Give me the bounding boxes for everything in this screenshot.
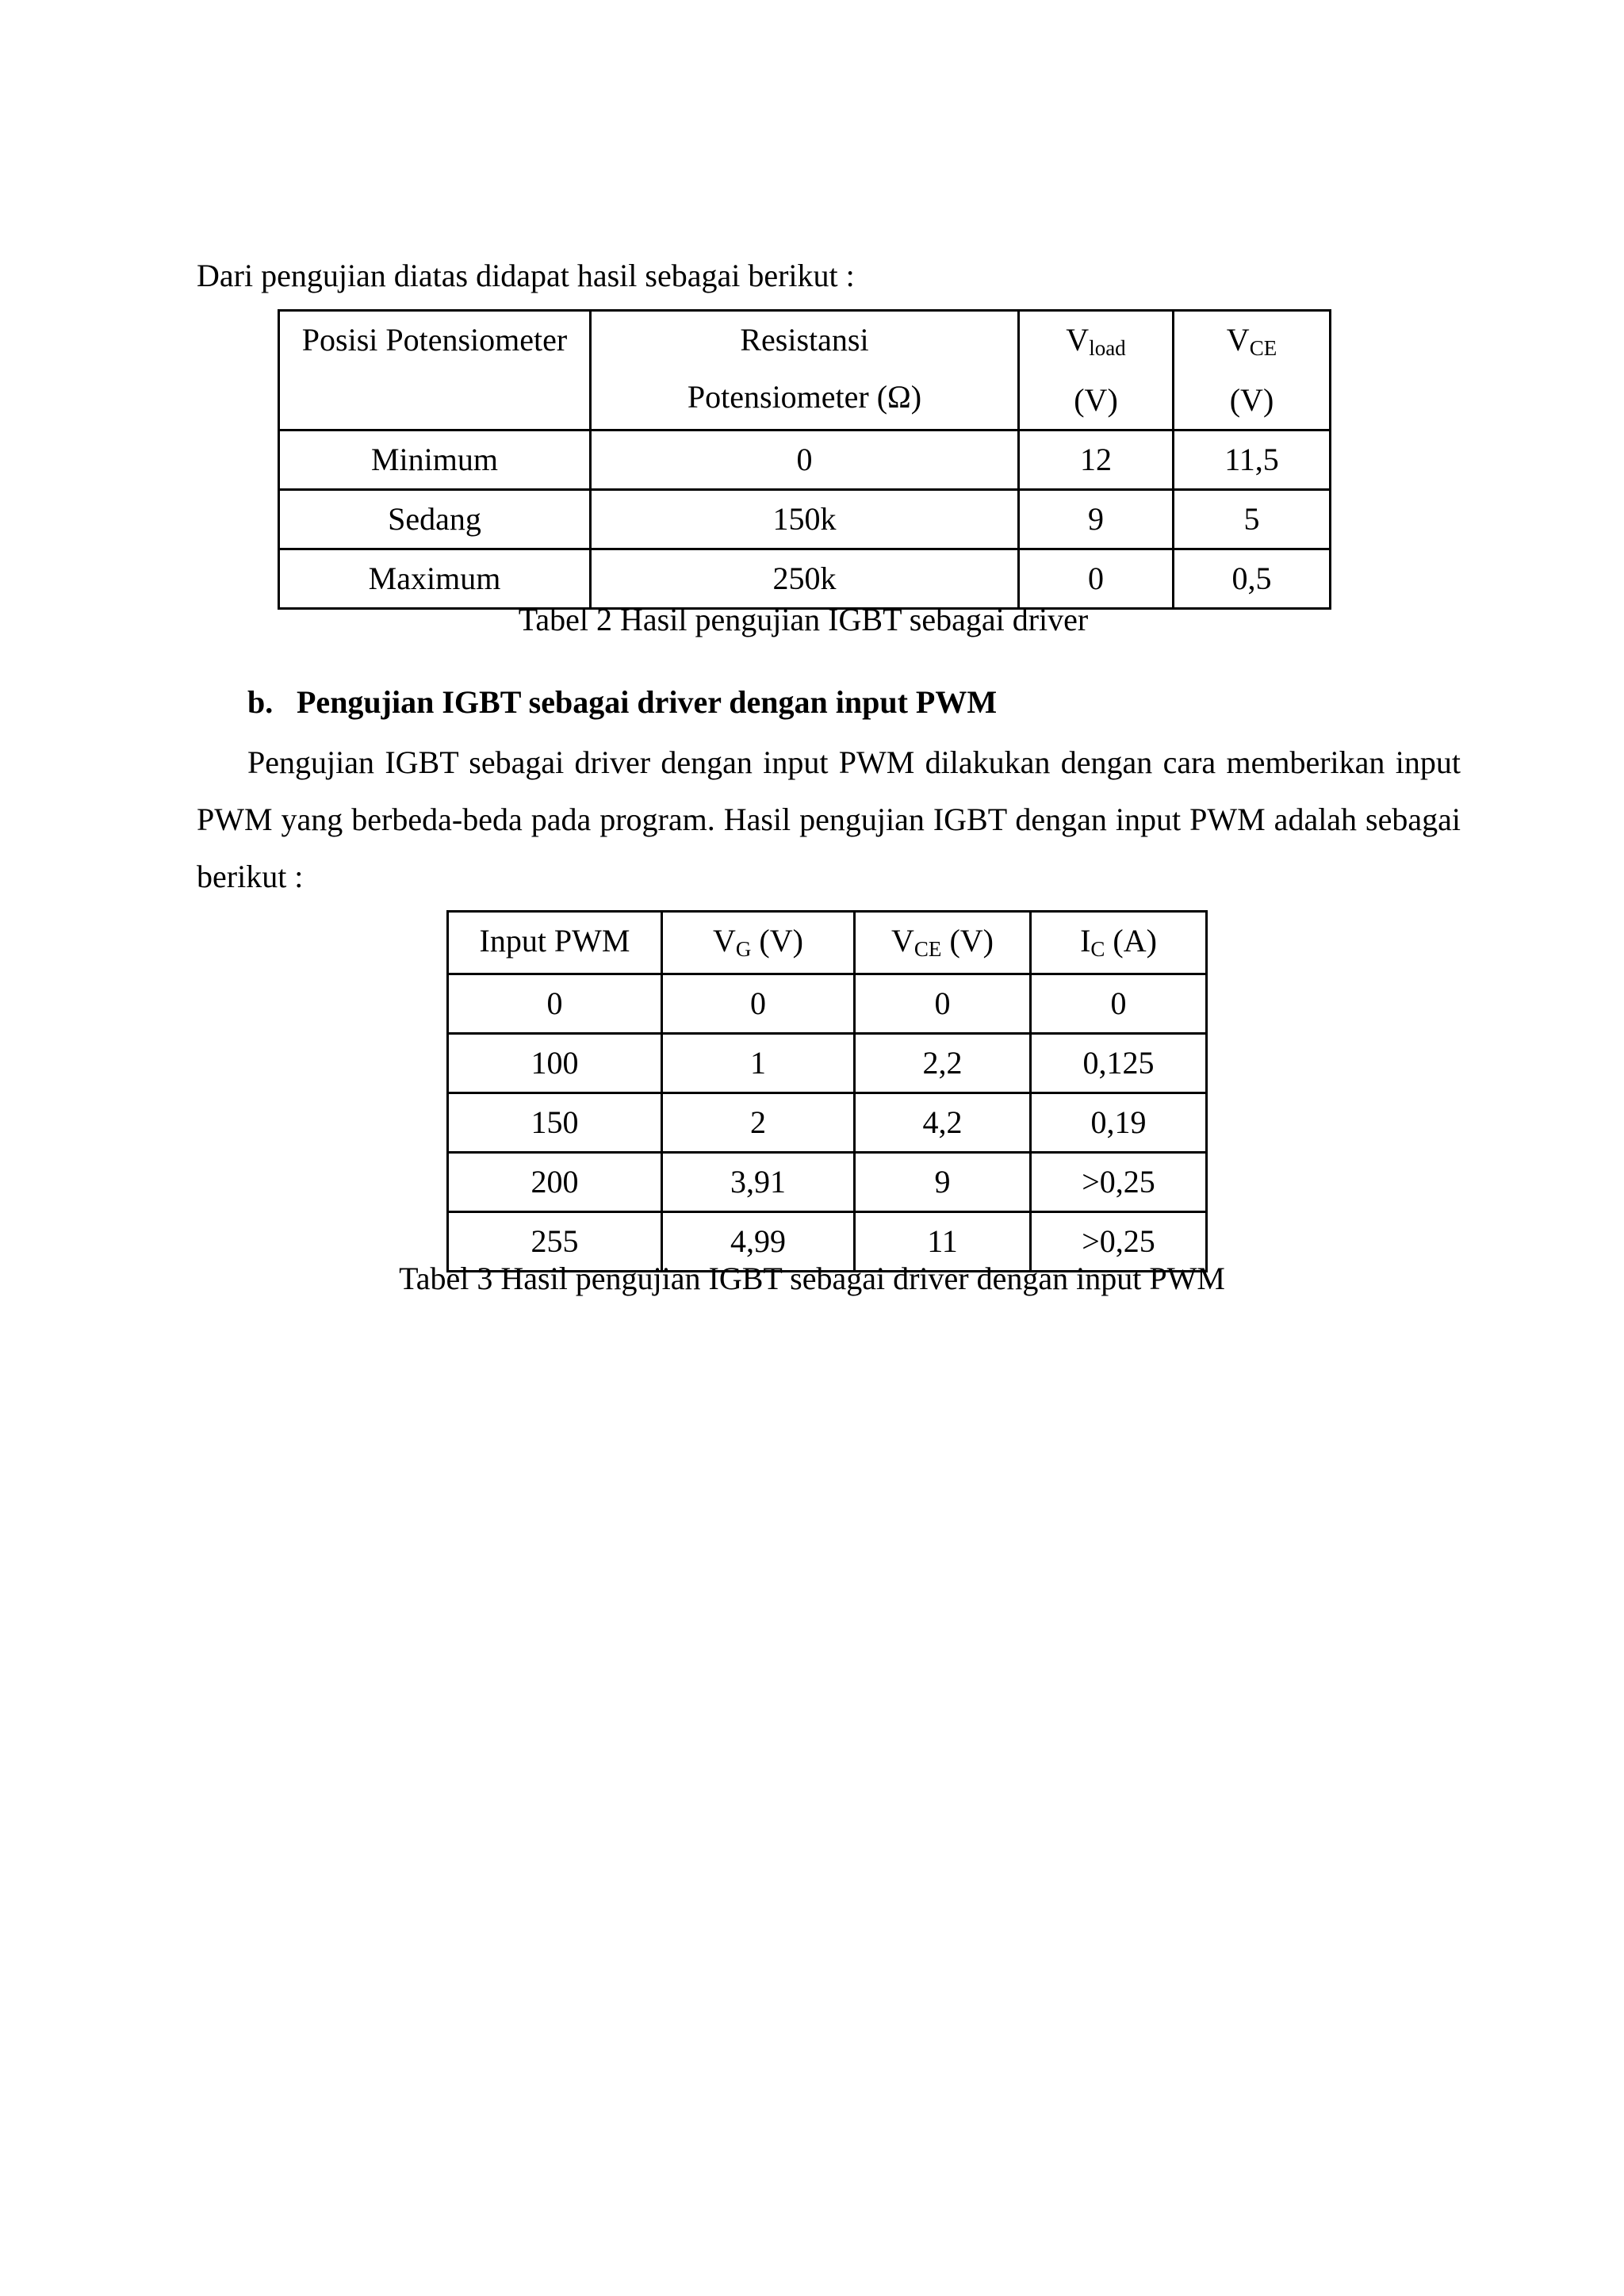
table-row [448,1153,1207,1212]
header-vload [1019,311,1174,430]
table-header-row [279,311,1331,430]
table-cell: 100 [448,1034,662,1093]
table-cell: 0 [662,974,855,1034]
header-vload-symbol [1020,312,1172,372]
vg-subscript: G [735,937,752,961]
table-cell: 2,2 [855,1034,1031,1093]
table-row [448,974,1207,1034]
table-row [448,1034,1207,1093]
table-cell: 9 [1019,490,1174,549]
table-row [279,490,1331,549]
intro-text: Dari pengujian diatas didapat hasil sebagai berikut : [197,258,855,293]
header-vload-unit: (V) [1074,382,1118,418]
table-cell: >0,25 [1031,1153,1207,1212]
vload-subscript: load [1089,336,1126,360]
header-input-pwm: Input PWM [448,912,662,974]
table-cell: 0 [1019,549,1174,609]
table-cell: 9 [855,1153,1031,1212]
table-cell: 4,2 [855,1093,1031,1153]
table-cell: 5 [1174,490,1331,549]
table-cell: Sedang [279,490,591,549]
section-b-paragraph: Pengujian IGBT sebagai driver dengan input PWM dilakukan dengan cara memberikan input PWM yang berbeda-beda pada program. Hasil pengujian IGBT dengan input PWM adalah sebagai berikut : [197,744,1461,894]
ic-symbol: I [1080,923,1091,959]
table-cell: 12 [1019,430,1174,490]
table-row [279,430,1331,490]
table-cell: 0 [1031,974,1207,1034]
table-cell: 255 [448,1212,662,1272]
table-cell: 250k [591,549,1019,609]
table-cell: 0 [591,430,1019,490]
vg-unit: (V) [751,923,803,959]
section-b-heading [247,677,997,728]
table-cell: 11 [855,1212,1031,1272]
table-3-caption: Tabel 3 Hasil pengujian IGBT sebagai driver dengan input PWM [399,1261,1225,1296]
table-header-row [448,912,1207,974]
table-cell: 3,91 [662,1153,855,1212]
header-posisi-potensiometer: Posisi Potensiometer [279,311,591,430]
header-vce [855,912,1031,974]
table-cell: 2 [662,1093,855,1153]
table-cell: 11,5 [1174,430,1331,490]
table-cell: 0 [855,974,1031,1034]
table-cell: Minimum [279,430,591,490]
table-2-caption: Tabel 2 Hasil pengujian IGBT sebagai driver [518,602,1089,637]
table-cell: 4,99 [662,1212,855,1272]
header-vce [1174,311,1331,430]
header-vg [662,912,855,974]
header-resistansi-line1: Resistansi [740,322,869,358]
table-cell: >0,25 [1031,1212,1207,1272]
vload-symbol: V [1066,322,1090,358]
vce-symbol: V [1226,322,1250,358]
table-cell: Maximum [279,549,591,609]
vg-symbol: V [713,923,736,959]
ic-subscript: C [1090,937,1105,961]
vce-subscript: CE [1249,336,1277,360]
section-b-number: b. [247,684,274,720]
table-cell: 200 [448,1153,662,1212]
header-vce-symbol [1174,312,1329,372]
vce-subscript: CE [914,937,942,961]
table-cell: 0,19 [1031,1093,1207,1153]
table-cell: 1 [662,1034,855,1093]
vce-symbol: V [891,923,914,959]
header-resistansi-line2: Potensiometer (Ω) [687,379,922,415]
header-ic [1031,912,1207,974]
table-cell: 0,125 [1031,1034,1207,1093]
header-resistansi-potensiometer [591,311,1019,430]
header-vce-unit: (V) [1229,382,1274,418]
table-cell: 150k [591,490,1019,549]
table-cell: 150 [448,1093,662,1153]
ic-unit: (A) [1105,923,1157,959]
table-igbt-pwm-results [446,910,1208,1272]
section-b-title: Pengujian IGBT sebagai driver dengan input PWM [297,684,998,720]
table-cell: 0 [448,974,662,1034]
table-row [448,1093,1207,1153]
table-igbt-driver-results [278,309,1331,610]
vce-unit: (V) [941,923,994,959]
table-cell: 0,5 [1174,549,1331,609]
